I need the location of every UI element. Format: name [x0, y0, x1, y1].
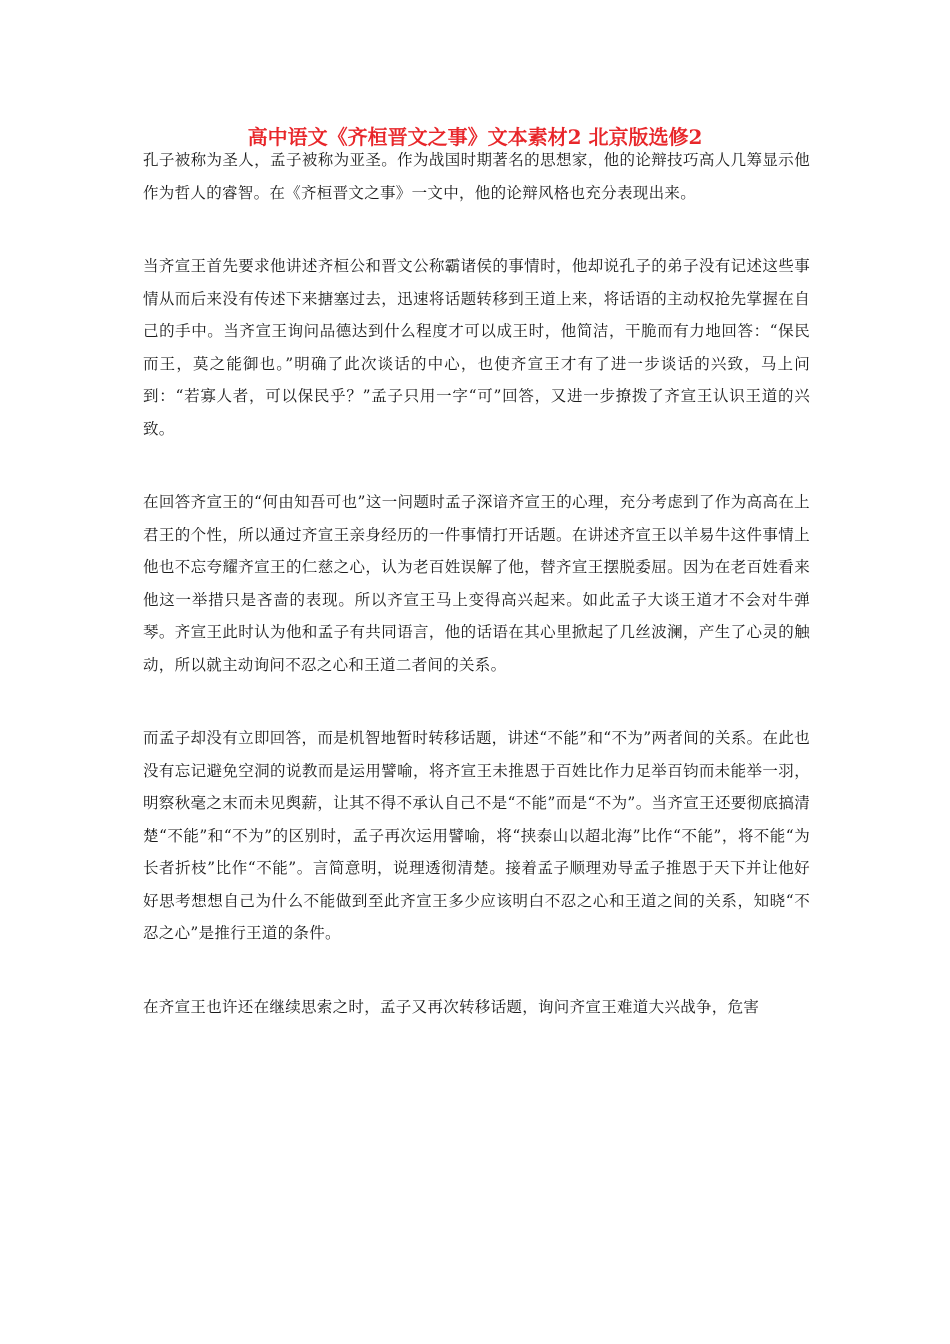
document-body — [143, 144, 810, 1064]
paragraph: 孔子被称为圣人，孟子被称为亚圣。作为战国时期著名的思想家，他的论辩技巧高人几筹显示他作为哲人的睿智。在《齐桓晋文之事》一文中，他的论辩风格也充分表现出来。 — [143, 151, 810, 202]
paragraph: 在回答齐宣王的“何由知吾可也”这一问题时孟子深谙齐宣王的心理，充分考虑到了作为高高在上君王的个性，所以通过齐宣王亲身经历的一件事情打开话题。在讲述齐宣王以羊易牛这件事情上他也不忘夸耀齐宣王的仁慈之心，认为老百姓误解了他，替齐宣王摆脱委屈。因为在老百姓看来他这一举措只是吝啬的表现。所以齐宣王马上变得高兴起来。如此孟子大谈王道才不会对牛弹琴。齐宣王此时认为他和孟子有共同语言，他的话语在其心里掀起了几丝波澜，产生了心灵的触动，所以就主动询问不忍之心和王道二者间的关系。 — [143, 493, 810, 674]
paragraph: 而孟子却没有立即回答，而是机智地暂时转移话题，讲述“不能”和“不为”两者间的关系。在此也没有忘记避免空洞的说教而是运用譬喻，将齐宣王未推恩于百姓比作力足举百钧而未能举一羽，明察秋毫之末而未见舆薪，让其不得不承认自己不是“不能”而是“不为”。当齐宣王还要彻底搞清楚“不能”和“不为”的区别时，孟子再次运用譬喻，将“挟泰山以超北海”比作“不能”，将不能“为长者折枝”比作“不能”。言简意明，说理透彻清楚。接着孟子顺理劝导孟子推恩于天下并让他好好思考想想自己为什么不能做到至此齐宣王多少应该明白不忍之心和王道之间的关系，知晓“不忍之心”是推行王道的条件。 — [143, 729, 810, 942]
paragraph: 当齐宣王首先要求他讲述齐桓公和晋文公称霸诸侯的事情时，他却说孔子的弟子没有记述这些事情从而后来没有传述下来搪塞过去，迅速将话题转移到王道上来，将话语的主动权抢先掌握在自己的手中。当齐宣王询问品德达到什么程度才可以成王时，他简洁，干脆而有力地回答：“保民而王，莫之能御也。”明确了此次谈话的中心，也使齐宣王才有了进一步谈话的兴致，马上问到：“若寡人者，可以保民乎？”孟子只用一字“可”回答，又进一步撩拨了齐宣王认识王道的兴致。 — [143, 257, 810, 438]
paragraph: 在齐宣王也许还在继续思索之时，孟子又再次转移话题，询问齐宣王难道大兴战争，危害 — [143, 997, 760, 1016]
document-title: 高中语文《齐桓晋文之事》文本素材2 北京版选修2 — [247, 125, 703, 149]
